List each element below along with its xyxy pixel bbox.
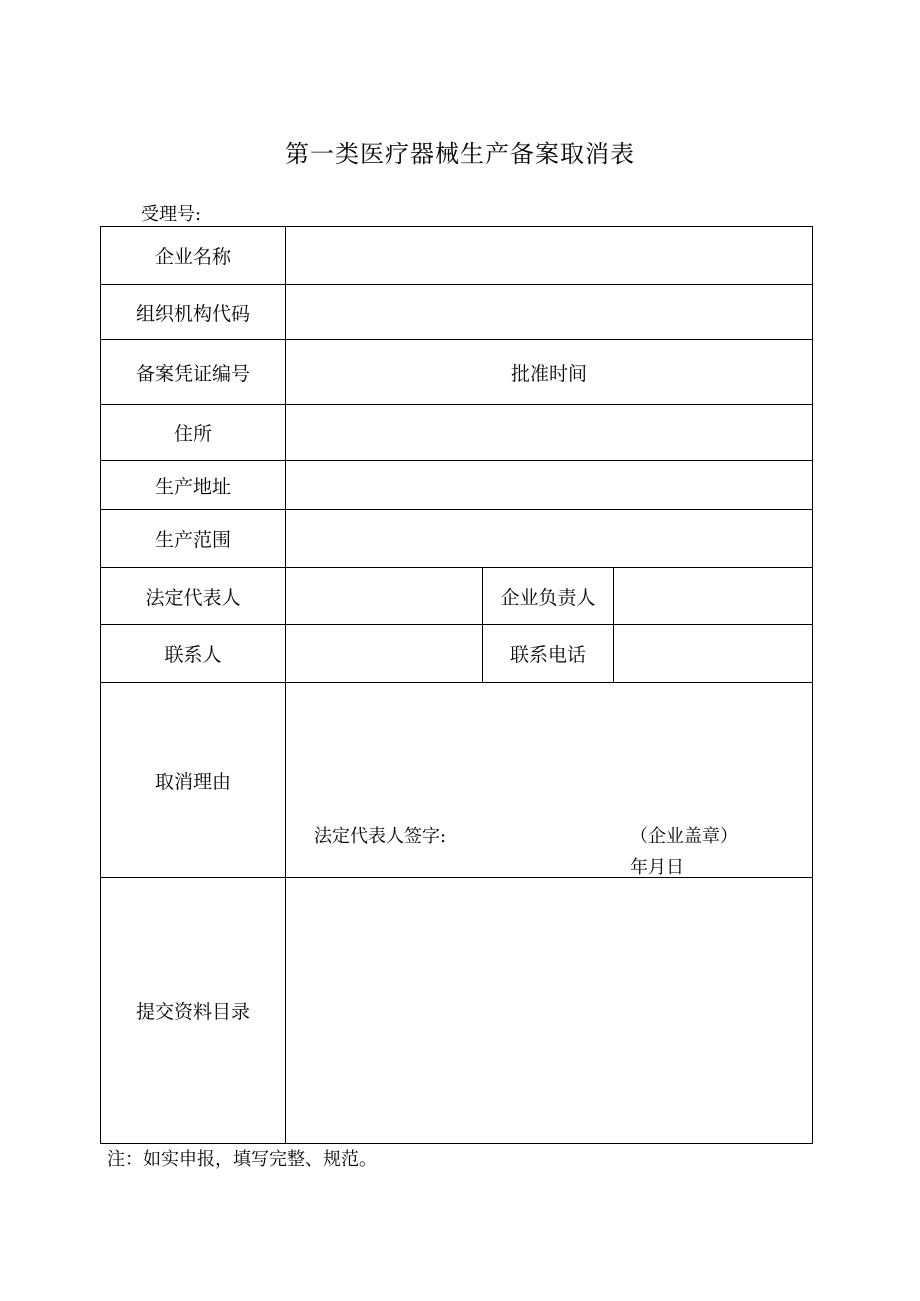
contact-phone-field[interactable] [614, 625, 813, 683]
company-seal-label: （企业盖章） [630, 826, 738, 847]
production-scope-label: 生产范围 [101, 510, 286, 568]
company-name-label: 企业名称 [101, 227, 286, 285]
company-name-field[interactable] [286, 227, 813, 285]
address-field[interactable] [286, 405, 813, 461]
org-code-field[interactable] [286, 285, 813, 340]
date-label: 年月日 [630, 857, 684, 878]
production-scope-field[interactable] [286, 510, 813, 568]
address-label: 住所 [101, 405, 286, 461]
legal-rep-signature-label: 法定代表人签字: [314, 826, 447, 847]
row-cancel-reason [101, 683, 813, 878]
cancel-reason-field[interactable] [286, 683, 813, 878]
company-head-label: 企业负责人 [483, 568, 614, 625]
form-title: 第一类医疗器械生产备案取消表 [285, 140, 635, 168]
contact-phone-label: 联系电话 [483, 625, 614, 683]
row-production-scope [101, 510, 813, 568]
row-production-address [101, 461, 813, 510]
production-address-label: 生产地址 [101, 461, 286, 510]
footnote: 注：如实申报，填写完整、规范。 [107, 1149, 377, 1170]
contact-person-field[interactable] [286, 625, 483, 683]
row-submitted-docs [101, 878, 813, 1144]
cancel-reason-label: 取消理由 [101, 683, 286, 878]
production-address-field[interactable] [286, 461, 813, 510]
row-record-cert [101, 340, 813, 405]
contact-person-label: 联系人 [101, 625, 286, 683]
row-address [101, 405, 813, 461]
org-code-label: 组织机构代码 [101, 285, 286, 340]
row-legal-rep [101, 568, 813, 625]
legal-rep-label: 法定代表人 [101, 568, 286, 625]
company-head-field[interactable] [614, 568, 813, 625]
row-company-name [101, 227, 813, 285]
row-contact [101, 625, 813, 683]
approval-time-label: 批准时间 [286, 340, 813, 405]
row-org-code [101, 285, 813, 340]
receipt-number-label: 受理号: [141, 204, 202, 225]
submitted-docs-field[interactable] [286, 878, 813, 1144]
submitted-docs-label: 提交资料目录 [101, 878, 286, 1144]
cancellation-form-table [100, 226, 813, 1144]
record-cert-no-label: 备案凭证编号 [101, 340, 286, 405]
legal-rep-field[interactable] [286, 568, 483, 625]
